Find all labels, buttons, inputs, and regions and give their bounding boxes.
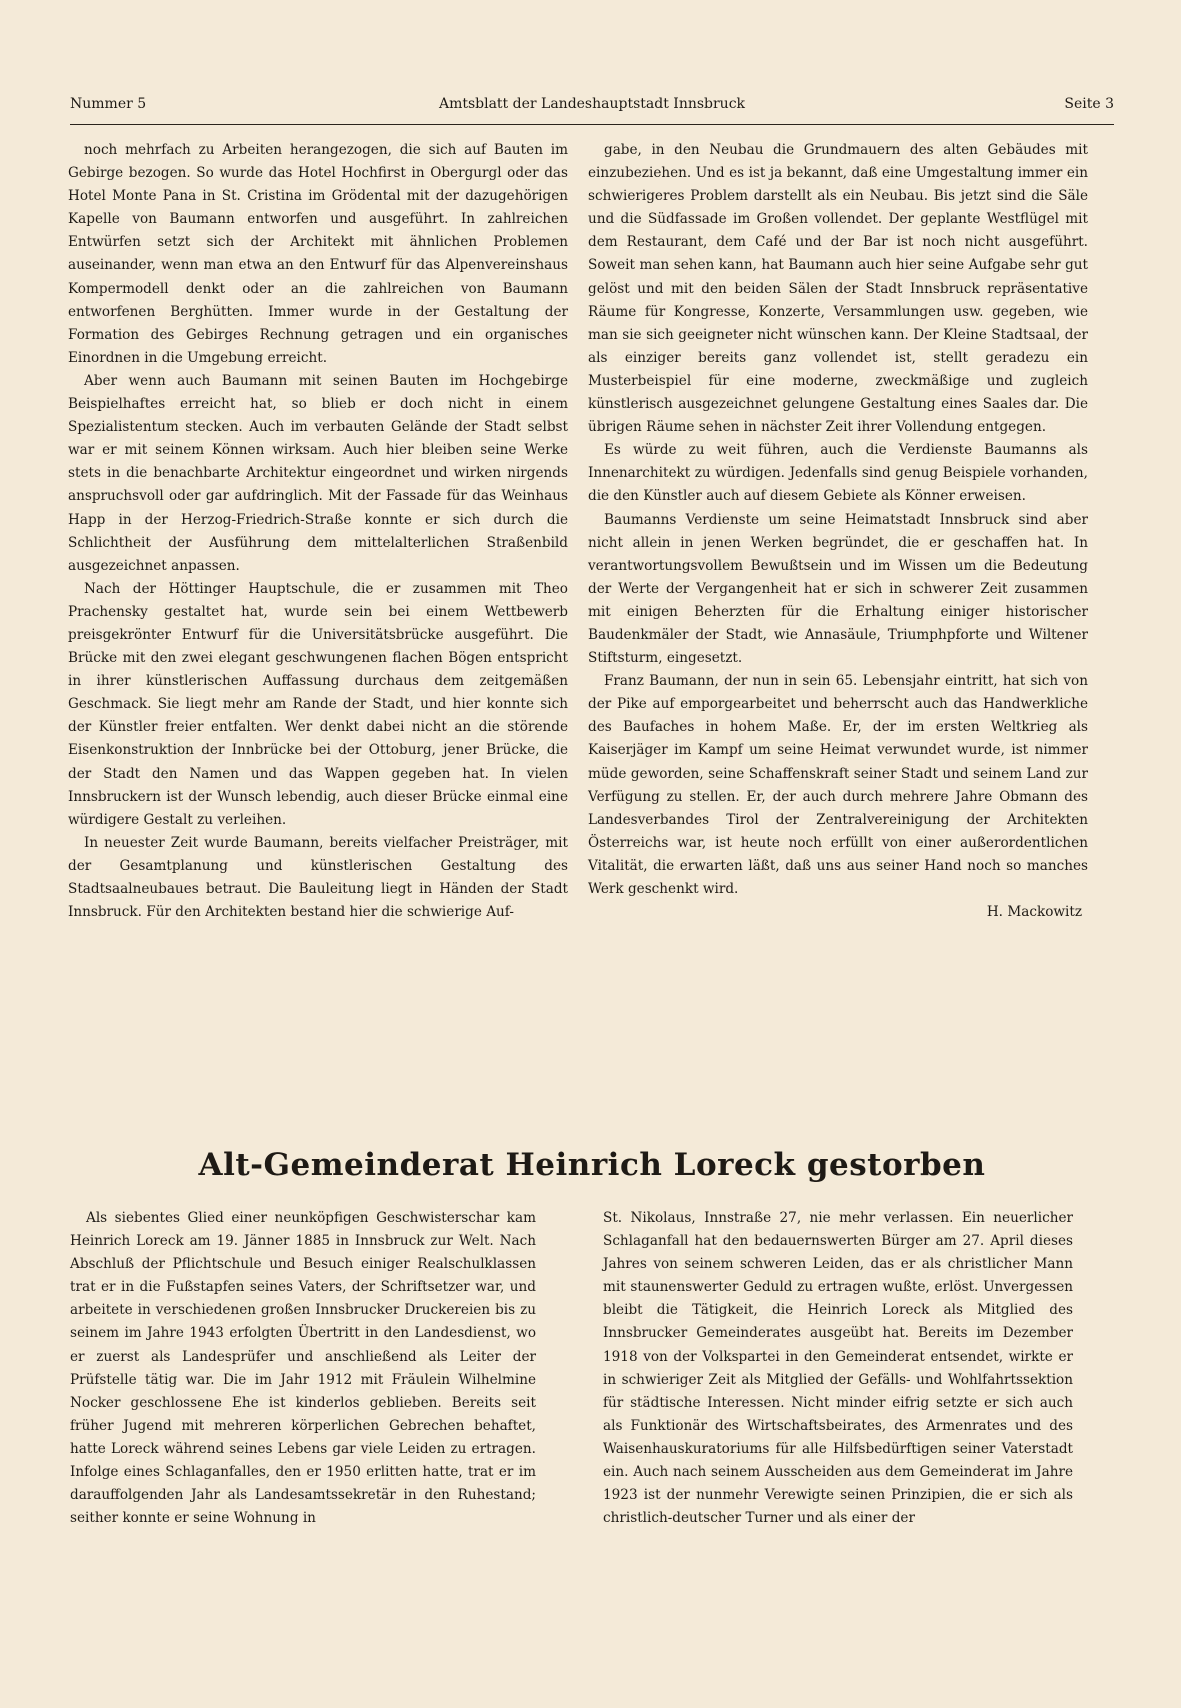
article2-left-column bbox=[70, 1207, 536, 1662]
article1-author: H. Mackowitz bbox=[986, 904, 1082, 921]
issue-number: Nummer 5 bbox=[70, 96, 147, 112]
article2-right-column bbox=[603, 1207, 1073, 1662]
article2-paragraph: Als siebentes Glied einer neunköpfigen Geschwisterschar kam Heinrich Loreck am 19. Jänner 1885 in Innsbruck zur Welt. Nach Abschluß der Pflichtschule und Besuch einiger Realschulklassen trat er in die Fußstapfen seines Vaters, der Schriftsetzer war, und arbeitete in verschiedenen großen Innsbrucker Druckereien bis zu seinem im Jahre 1943 erfolgten Übertritt in den Landesdienst, wo er zuerst als Landesprüfer und anschließend als Leiter der Prüfstelle tätig war. Die im Jahr 1912 mit Fräulein Wilhelmine Nocker geschlossene Ehe ist kinderlos geblieben. Bereits seit früher Jugend mit mehreren körperlichen Gebrechen behaftet, hatte Loreck während seines Lebens gar viele Leiden zu ertragen. Infolge eines Schlaganfalles, den er 1950 erlitten hatte, trat er im darauffolgenden Jahr als Landesamtssekretär in den Ruhestand; seither konnte er seine Wohnung in bbox=[70, 1210, 536, 1527]
article1-paragraph: Franz Baumann, der nun in sein 65. Lebensjahr eintritt, hat sich von der Pike auf emporgearbeitet und beherrscht auch das Handwerkliche des Baufaches in hohem Maße. Er, der im ersten Weltkrieg als Kaiserjäger im Kampf um seine Heimat verwundet wurde, ist nimmer müde geworden, seine Schaffenskraft seiner Stadt und seinem Land zur Verfügung zu stellen. Er, der auch durch mehrere Jahre Obmann des Landesverbandes Tirol der Zentralvereinigung der Architekten Österreichs war, ist heute noch erfüllt von einer außerordentlichen Vitalität, die erwarten läßt, daß uns aus seiner Hand noch so manches Werk geschenkt wird. bbox=[588, 673, 1088, 897]
publication-title: Amtsblatt der Landeshauptstadt Innsbruck bbox=[438, 96, 746, 112]
article1-paragraph: Baumanns Verdienste um seine Heimatstadt Innsbruck sind aber nicht allein in jenen Werken begründet, die er geschaffen hat. In verantwortungsvollem Bewußtsein und im Wissen um die Bedeutung der Werte der Vergangenheit hat er sich in schwerer Zeit zusammen mit einigen Beherzten für die Erhaltung einiger historischer Baudenkmäler der Stadt, wie Annasäule, Triumphpforte und Wiltener Stiftsturm, eingesetzt. bbox=[588, 511, 1088, 667]
article1-paragraph: Es würde zu weit führen, auch die Verdienste Baumanns als Innenarchitekt zu würdigen. Jedenfalls sind genug Beispiele vorhanden, die den Künstler auch auf diesem Gebiete als Könner erweisen. bbox=[588, 442, 1088, 505]
header-rule bbox=[70, 124, 1114, 125]
article2-paragraph: St. Nikolaus, Innstraße 27, nie mehr verlassen. Ein neuerlicher Schlaganfall hat den bedauernswerten Bürger am 27. April dieses Jahres von seinem schweren Leiden, das er als christlicher Mann mit staunenswerter Geduld zu ertragen wußte, erlöst. Unvergessen bleibt die Tätigkeit, die Heinrich Loreck als Mitglied des Innsbrucker Gemeinderates ausgeübt hat. Bereits im Dezember 1918 von der Volkspartei in den Gemeinderat entsendet, wirkte er in schwieriger Zeit als Mitglied der Gefälls- und Wohlfahrtssektion für städtische Interessen. Nicht minder eifrig setzte er sich auch als Funktionär des Wirtschaftsbeirates, des Armenrates und des Waisenhauskuratoriums für alle Hilfsbedürftigen seiner Vaterstadt ein. Auch nach seinem Ausscheiden aus dem Gemeinderat im Jahre 1923 ist der nunmehr Verewigte seinen Prinzipien, die er sich als christlich-deutscher Turner und als einer der bbox=[603, 1210, 1073, 1527]
page-number: Seite 3 bbox=[1064, 96, 1114, 112]
article1-right-column bbox=[588, 139, 1088, 1196]
article1-paragraph: noch mehrfach zu Arbeiten herangezogen, die sich auf Bauten im Gebirge bezogen. So wurde das Hotel Hochfirst in Obergurgl oder das Hotel Monte Pana in St. Cristina im Grödental mit der dazugehörigen Kapelle von Baumann entworfen und ausgeführt. In zahlreichen Entwürfen setzt sich der Architekt mit ähnlichen Problemen auseinander, wenn man etwa an den Entwurf für das Alpenvereinshaus Kompermodell denkt oder an die zahlreichen von Baumann entworfenen Berghütten. Immer wurde in der Gestaltung der Formation des Gebirges Rechnung getragen und ein organisches Einordnen in die Umgebung erreicht. bbox=[68, 142, 568, 366]
page-header bbox=[70, 96, 1114, 120]
article1-left-column bbox=[68, 139, 568, 1196]
article1-paragraph: In neuester Zeit wurde Baumann, bereits vielfacher Preisträger, mit der Gesamtplanung und künstlerischen Gestaltung des Stadtsaalneubaues betraut. Die Bauleitung liegt in Händen der Stadt Innsbruck. Für den Architekten bestand hier die schwierige Auf- bbox=[68, 834, 568, 921]
article2-headline: Alt-Gemeinderat Heinrich Loreck gestorben bbox=[198, 1147, 986, 1183]
article1-paragraph: gabe, in den Neubau die Grundmauern des alten Gebäudes mit einzubeziehen. Und es ist ja bekannt, daß eine Umgestaltung immer ein schwierigeres Problem darstellt als ein Neubau. Bis jetzt sind die Säle und die Südfassade im Großen vollendet. Der geplante Westflügel mit dem Restaurant, dem Café und der Bar ist noch nicht ausgeführt. Soweit man sehen kann, hat Baumann auch hier seine Aufgabe sehr gut gelöst und mit den beiden Sälen der Stadt Innsbruck repräsentative Räume für Kongresse, Konzerte, Versammlungen usw. gegeben, wie man sie sich geeigneter nicht wünschen kann. Der Kleine Stadtsaal, der als einziger bereits ganz vollendet ist, stellt geradezu ein Musterbeispiel für eine moderne, zweckmäßige und zugleich künstlerisch ausgezeichnet gelungene Gestaltung eines Saales dar. Die übrigen Räume sehen in nächster Zeit ihrer Vollendung entgegen. bbox=[588, 142, 1088, 436]
article1-paragraph: Nach der Höttinger Hauptschule, die er zusammen mit Theo Prachensky gestaltet hat, wurde sein bei einem Wettbewerb preisgekrönter Entwurf für die Universitätsbrücke ausgeführt. Die Brücke mit den zwei elegant geschwungenen flachen Bögen entspricht in ihrer künstlerischen Auffassung durchaus dem zeitgemäßen Geschmack. Sie liegt mehr am Rande der Stadt, und hier konnte sich der Künstler freier entfalten. Wer denkt dabei nicht an die störende Eisenkonstruktion der Innbrücke bei der Ottoburg, jener Brücke, die der Stadt den Namen und das Wappen gegeben hat. In vielen Innsbruckern ist der Wunsch lebendig, auch dieser Brücke einmal eine würdigere Gestalt zu verleihen. bbox=[68, 580, 568, 828]
article1-paragraph: Aber wenn auch Baumann mit seinen Bauten im Hochgebirge Beispielhaftes erreicht hat, so blieb er doch nicht in einem Spezialistentum stecken. Auch im verbauten Gelände der Stadt selbst war er mit seinem Können wirksam. Auch hier bleiben seine Werke stets in die benachbarte Architektur eingeordnet und wirken nirgends anspruchsvoll oder gar aufdringlich. Mit der Fassade für das Weinhaus Happ in der Herzog-Friedrich-Straße konnte er sich durch die Schlichtheit der Ausführung dem mittelalterlichen Straßenbild ausgezeichnet anpassen. bbox=[68, 372, 568, 574]
